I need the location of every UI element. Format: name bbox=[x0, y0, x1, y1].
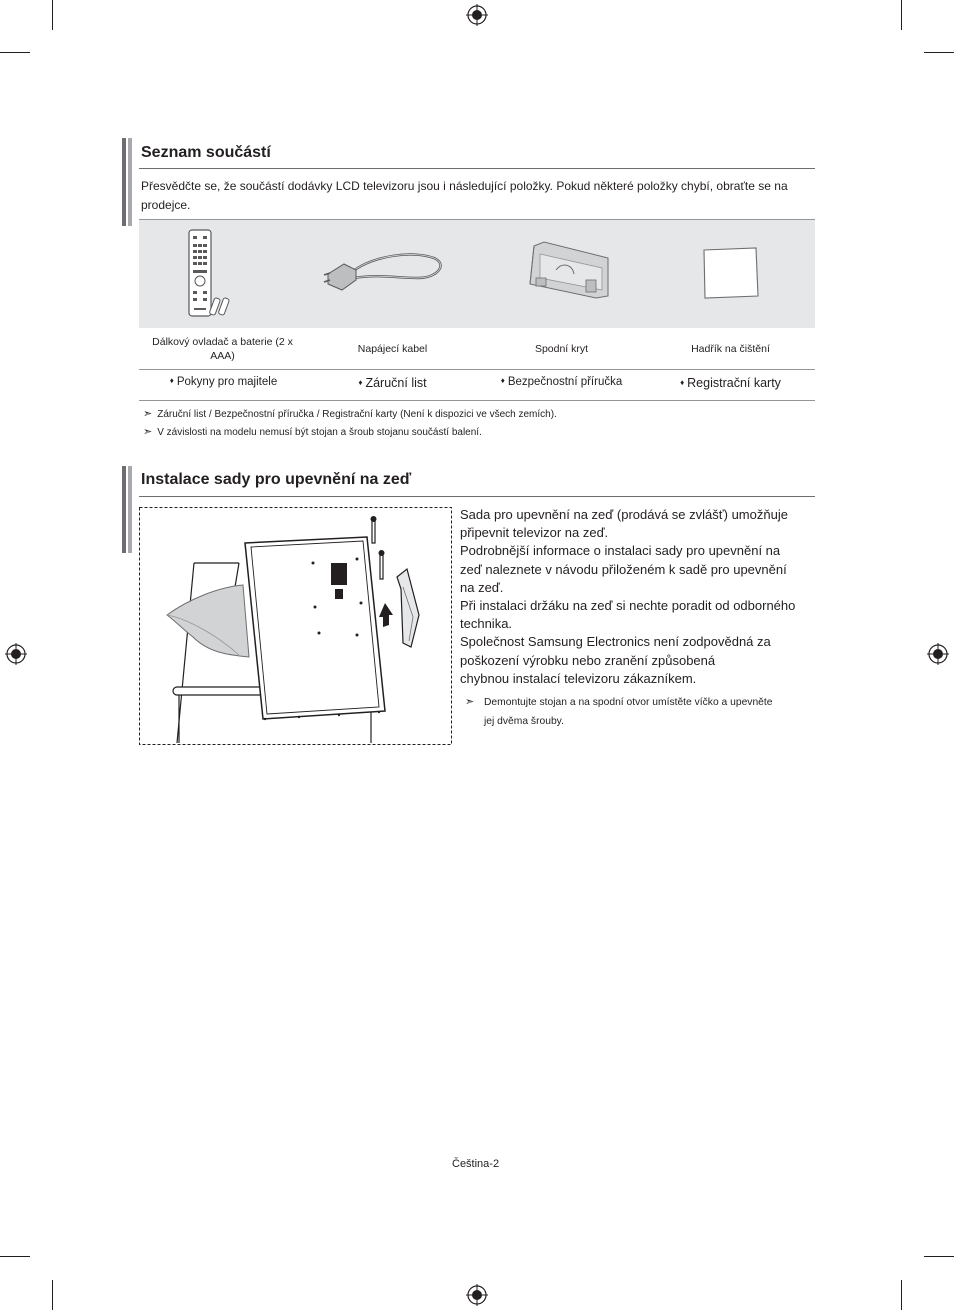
crop-mark bbox=[52, 1280, 53, 1310]
note-arrow-icon: ➣ bbox=[465, 696, 475, 708]
section-title: Seznam součástí bbox=[141, 144, 271, 161]
document-item bbox=[477, 376, 646, 388]
bullet-icon: ♦ bbox=[680, 378, 685, 387]
note-arrow-icon: ➣ bbox=[143, 408, 153, 420]
paragraph-line: zeď naleznete v návodu přiloženém k sadě pro upevnění bbox=[460, 561, 787, 577]
item-caption: Dálkový ovladač a baterie (2 x AAA) bbox=[152, 336, 293, 362]
crop-mark bbox=[924, 1256, 954, 1257]
item-caption: Hadřík na čištění bbox=[691, 343, 770, 355]
bullet-icon: ♦ bbox=[500, 376, 505, 385]
paragraph-line: Sada pro upevnění na zeď (prodává se zvlášť) umožňuje bbox=[460, 507, 788, 522]
document-item bbox=[646, 376, 815, 390]
crop-mark bbox=[0, 52, 30, 53]
section-bar bbox=[128, 466, 132, 553]
registration-mark-icon bbox=[466, 1284, 488, 1306]
document-label: Registrační karty bbox=[687, 376, 781, 390]
section-intro: Přesvědčte se, že součástí dodávky LCD televizoru jsou i následující položky. Pokud některé položky chybí, obraťte se na prodejce. bbox=[141, 179, 788, 212]
section-rule bbox=[139, 496, 815, 497]
paragraph-line: Podrobnější informace o instalaci sady pro upevnění na bbox=[460, 543, 781, 559]
document-item bbox=[308, 376, 477, 390]
page-number: Čeština-2 bbox=[452, 1158, 500, 1170]
cleaning-cloth-icon bbox=[702, 246, 760, 300]
wall-mount-paragraph bbox=[460, 506, 815, 688]
section-bar bbox=[122, 466, 126, 553]
bottom-cover-icon bbox=[526, 240, 612, 302]
power-cable-icon bbox=[322, 248, 444, 296]
registration-mark-icon bbox=[466, 4, 488, 26]
section-bar bbox=[128, 138, 132, 226]
registration-mark-icon bbox=[5, 643, 27, 665]
registration-mark-icon bbox=[927, 643, 949, 665]
paragraph-line: na zeď. bbox=[460, 579, 504, 595]
document-item bbox=[139, 376, 308, 388]
paragraph-line: připevnit televizor na zeď. bbox=[460, 525, 609, 541]
note-text: V závislosti na modelu nemusí být stojan a šroub stojanu součástí balení. bbox=[157, 427, 482, 438]
note-text: Záruční list / Bezpečnostní příručka / Registrační karty (Není k dispozici ve všech zemích). bbox=[157, 409, 557, 420]
crop-mark bbox=[924, 52, 954, 53]
note-line: jej dvěma šrouby. bbox=[484, 716, 564, 727]
item-caption: Napájecí kabel bbox=[357, 343, 428, 355]
crop-mark bbox=[0, 1256, 30, 1257]
crop-mark bbox=[52, 0, 53, 30]
document-label: Bezpečnostní příručka bbox=[507, 376, 623, 388]
wall-mount-illustration bbox=[139, 507, 452, 745]
note-line: Demontujte stojan a na spodní otvor umístěte víčko a upevněte bbox=[484, 697, 773, 708]
item-caption: Spodní kryt bbox=[534, 343, 589, 355]
table-rule bbox=[139, 400, 815, 401]
paragraph-line: chybnou instalací televizoru zákazníkem. bbox=[460, 670, 697, 686]
bullet-icon: ♦ bbox=[169, 376, 174, 385]
section-title: Instalace sady pro upevnění na zeď bbox=[141, 471, 412, 488]
note bbox=[143, 423, 482, 442]
paragraph-line: poškození výrobku nebo zranění způsobená bbox=[460, 652, 716, 668]
document-label: Pokyny pro majitele bbox=[176, 376, 278, 388]
document-label: Záruční list bbox=[365, 376, 427, 390]
section-rule bbox=[139, 168, 815, 169]
paragraph-line: Společnost Samsung Electronics není zodpovědná za bbox=[460, 634, 771, 650]
crop-mark bbox=[901, 1280, 902, 1310]
note bbox=[465, 693, 815, 731]
remote-control-icon bbox=[185, 228, 240, 320]
table-rule bbox=[139, 369, 815, 370]
section-bar bbox=[122, 138, 126, 226]
bullet-icon: ♦ bbox=[358, 378, 363, 387]
note bbox=[143, 405, 557, 424]
crop-mark bbox=[901, 0, 902, 30]
note-arrow-icon: ➣ bbox=[143, 426, 153, 438]
paragraph-line: Při instalaci držáku na zeď si nechte poradit od odborného bbox=[460, 598, 796, 614]
paragraph-line: technika. bbox=[460, 616, 513, 632]
